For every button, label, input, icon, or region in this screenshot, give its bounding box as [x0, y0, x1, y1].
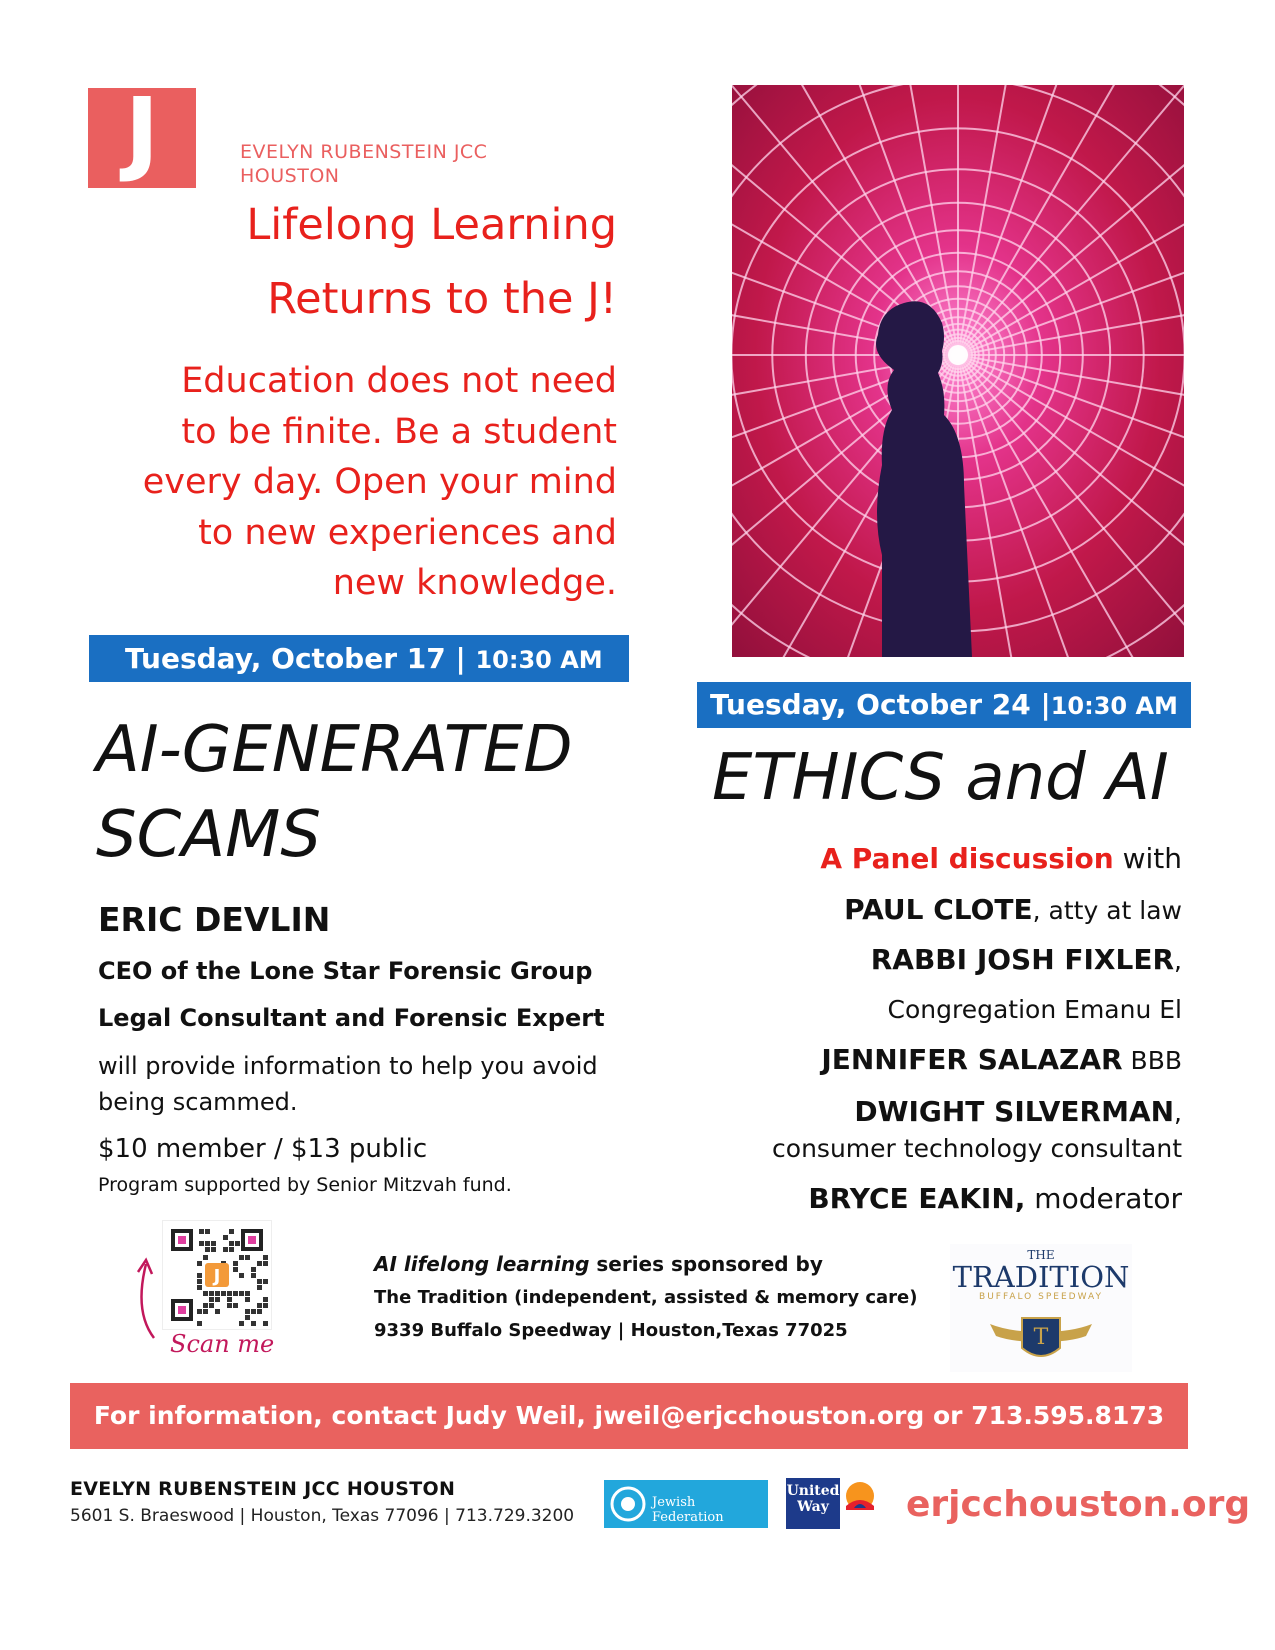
intro-text: Education does not need to be finite. Be a student every day. Open your mind to new experiences and new knowledge.	[142, 361, 617, 603]
hero-image	[732, 85, 1184, 657]
panelist: JENNIFER SALAZAR BBB	[821, 1043, 1182, 1076]
panelist: PAUL CLOTE, atty at law	[844, 893, 1182, 926]
tradition-logo: THE TRADITION BUFFALO SPEEDWAY T	[950, 1244, 1132, 1372]
panelist-detail: Congregation Emanu El	[887, 995, 1182, 1024]
event2-panel-intro: A Panel discussion with	[820, 842, 1182, 875]
united-way-logo: United Way	[786, 1478, 878, 1532]
event1-role1: CEO of the Lone Star Forensic Group	[98, 957, 593, 985]
sponsor-info: AI lifelong learning series sponsored by The Tradition (independent, assisted & memory care) 9339 Buffalo Speedway | Houston,Texas 77025	[374, 1252, 918, 1341]
event1-speaker: ERIC DEVLIN	[98, 900, 331, 939]
jcc-logo: J	[88, 88, 196, 188]
footer-org: EVELYN RUBENSTEIN JCC HOUSTON	[70, 1478, 456, 1500]
event1-description: will provide information to help you avoid being scammed.	[98, 1052, 598, 1116]
panelist: RABBI JOSH FIXLER,	[870, 943, 1182, 976]
event1-date-bar: Tuesday, October 17 | 10:30 AM	[89, 635, 629, 682]
event1-role2: Legal Consultant and Forensic Expert	[98, 1004, 605, 1032]
headline-line2: Returns to the J!	[267, 274, 617, 324]
panelist-detail: consumer technology consultant	[772, 1134, 1182, 1163]
qr-code[interactable]	[162, 1220, 272, 1330]
svg-text:J: J	[213, 1266, 221, 1287]
website-link[interactable]: erjcchouston.org	[906, 1484, 1251, 1525]
event2-title: ETHICS and AI	[712, 741, 1169, 815]
event1-title: AI-GENERATED SCAMS	[96, 713, 573, 872]
arrow-icon	[128, 1252, 168, 1342]
footer-address: 5601 S. Braeswood | Houston, Texas 77096 | 713.729.3200	[70, 1506, 575, 1526]
org-name: EVELYN RUBENSTEIN JCC HOUSTON	[240, 141, 488, 187]
contact-bar: For information, contact Judy Weil, jweil@erjcchouston.org or 713.595.8173	[70, 1383, 1188, 1449]
event1-price: $10 member / $13 public	[98, 1134, 428, 1164]
jewish-federation-logo: Jewish Federation	[604, 1480, 768, 1528]
svg-text:T: T	[1033, 1325, 1049, 1350]
panelist: DWIGHT SILVERMAN,	[854, 1095, 1182, 1128]
scan-me-label: Scan me	[170, 1330, 275, 1358]
panelist: BRYCE EAKIN, moderator	[808, 1182, 1182, 1215]
headline-line1: Lifelong Learning	[246, 200, 617, 250]
event2-date-bar: Tuesday, October 24 |10:30 AM	[697, 682, 1191, 728]
event1-support: Program supported by Senior Mitzvah fund.	[98, 1174, 512, 1196]
